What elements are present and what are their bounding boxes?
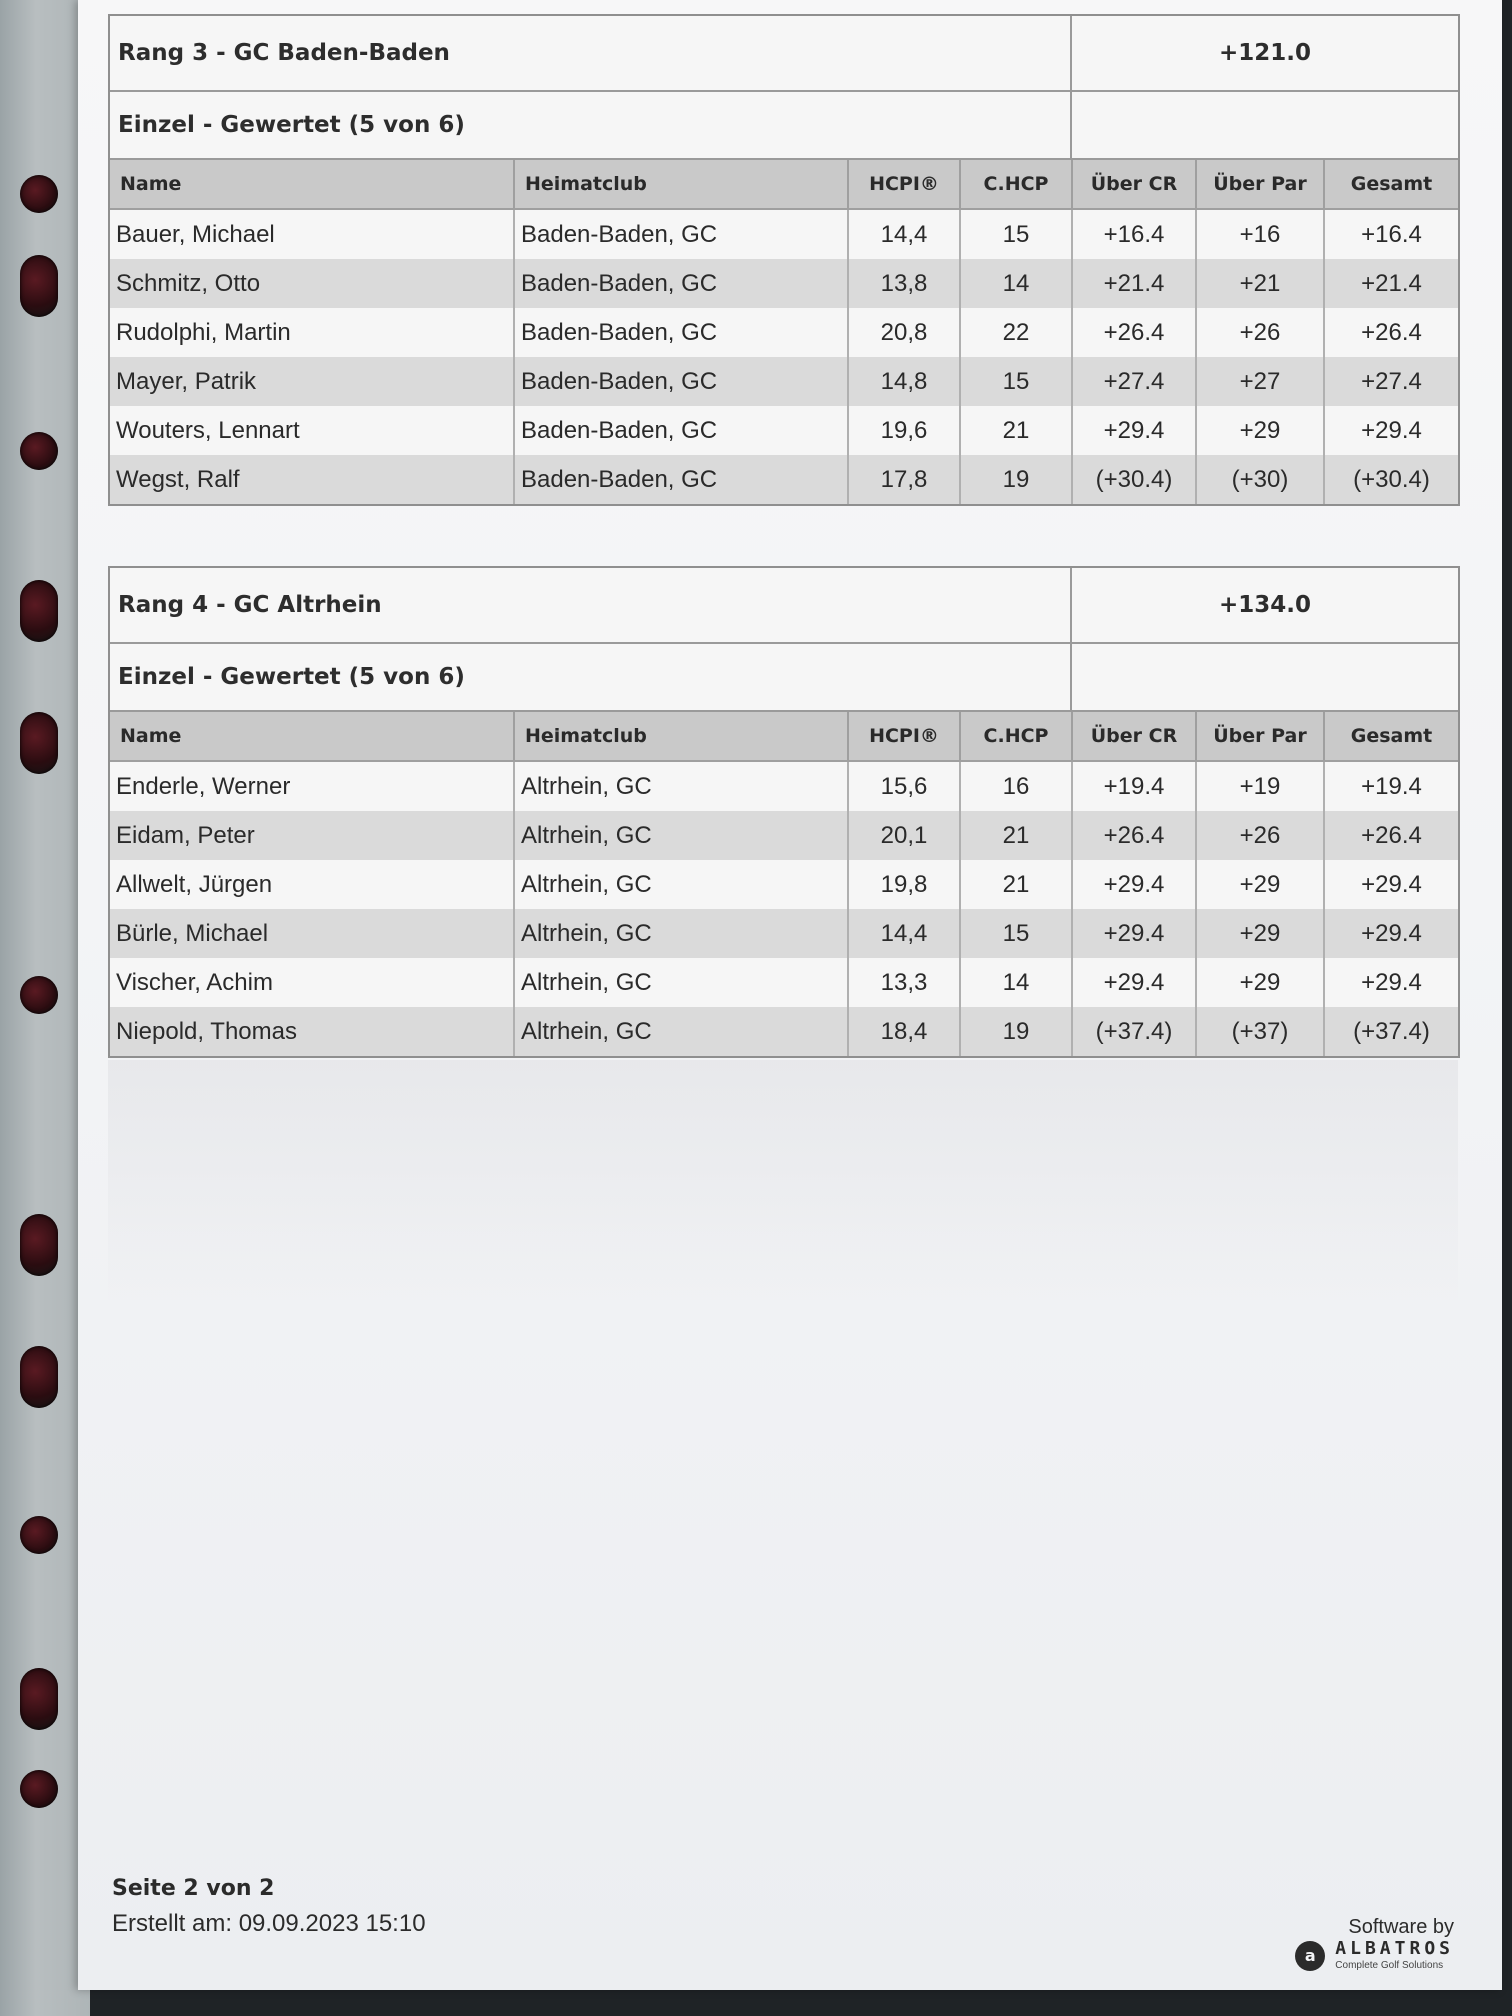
col-header-chcp: C.HCP	[960, 712, 1072, 761]
binder-hole	[20, 976, 58, 1014]
player-name: Allwelt, Jürgen	[110, 860, 514, 909]
col-header-ueber-cr: Über CR	[1072, 160, 1196, 209]
logo-wordmark: ALBATROS	[1335, 1938, 1454, 1959]
section-header-row	[110, 644, 1458, 712]
show-through-shadow	[108, 1060, 1458, 1300]
player-name: Vischer, Achim	[110, 958, 514, 1007]
sheet-protector-binder-edge	[0, 0, 90, 2016]
column-header-row	[110, 160, 1458, 209]
col-header-club: Heimatclub	[514, 160, 848, 209]
home-club: Baden-Baden, GC	[514, 406, 848, 455]
home-club: Baden-Baden, GC	[514, 308, 848, 357]
binder-hole	[20, 432, 58, 470]
course-hcp: 15	[960, 209, 1072, 259]
table-row	[110, 357, 1458, 406]
col-header-ueber-cr: Über CR	[1072, 712, 1196, 761]
course-hcp: 19	[960, 1007, 1072, 1056]
home-club: Baden-Baden, GC	[514, 259, 848, 308]
total: +21.4	[1324, 259, 1458, 308]
hcpi: 20,8	[848, 308, 960, 357]
total: +16.4	[1324, 209, 1458, 259]
player-name: Enderle, Werner	[110, 761, 514, 811]
table-row	[110, 860, 1458, 909]
binder-hole	[20, 1516, 58, 1554]
logo-text	[1335, 1940, 1454, 1971]
section-header-row	[110, 92, 1458, 160]
over-par: +27	[1196, 357, 1324, 406]
hcpi: 14,4	[848, 909, 960, 958]
table-row	[110, 811, 1458, 860]
col-header-name: Name	[110, 712, 514, 761]
over-par: +26	[1196, 308, 1324, 357]
over-cr: +29.4	[1072, 909, 1196, 958]
over-par: +26	[1196, 811, 1324, 860]
over-cr: (+37.4)	[1072, 1007, 1196, 1056]
total: +26.4	[1324, 308, 1458, 357]
home-club: Baden-Baden, GC	[514, 455, 848, 504]
course-hcp: 16	[960, 761, 1072, 811]
table-row	[110, 958, 1458, 1007]
over-par: +21	[1196, 259, 1324, 308]
table-row	[110, 406, 1458, 455]
hcpi: 19,6	[848, 406, 960, 455]
col-header-ueber-par: Über Par	[1196, 712, 1324, 761]
course-hcp: 21	[960, 406, 1072, 455]
total: (+30.4)	[1324, 455, 1458, 504]
hcpi: 18,4	[848, 1007, 960, 1056]
over-cr: +29.4	[1072, 406, 1196, 455]
player-name: Eidam, Peter	[110, 811, 514, 860]
empty-cell	[1072, 644, 1458, 710]
course-hcp: 22	[960, 308, 1072, 357]
player-name: Wegst, Ralf	[110, 455, 514, 504]
course-hcp: 21	[960, 860, 1072, 909]
col-header-hcpi: HCPI®	[848, 712, 960, 761]
over-par: +16	[1196, 209, 1324, 259]
col-header-name: Name	[110, 160, 514, 209]
course-hcp: 21	[960, 811, 1072, 860]
total: +27.4	[1324, 357, 1458, 406]
column-header-row	[110, 712, 1458, 761]
hcpi: 15,6	[848, 761, 960, 811]
col-header-club: Heimatclub	[514, 712, 848, 761]
table-row	[110, 909, 1458, 958]
player-name: Mayer, Patrik	[110, 357, 514, 406]
over-cr: +21.4	[1072, 259, 1196, 308]
player-name: Bauer, Michael	[110, 209, 514, 259]
binder-hole	[20, 1668, 58, 1730]
home-club: Altrhein, GC	[514, 761, 848, 811]
binder-hole	[20, 712, 58, 774]
col-header-gesamt: Gesamt	[1324, 160, 1458, 209]
total: +26.4	[1324, 811, 1458, 860]
player-name: Rudolphi, Martin	[110, 308, 514, 357]
table-row	[110, 1007, 1458, 1056]
player-table	[110, 712, 1458, 1056]
logo-tagline: Complete Golf Solutions	[1335, 1960, 1444, 1971]
home-club: Baden-Baden, GC	[514, 209, 848, 259]
course-hcp: 15	[960, 357, 1072, 406]
ranking-table-rang-4	[108, 566, 1460, 1058]
over-par: (+37)	[1196, 1007, 1324, 1056]
home-club: Altrhein, GC	[514, 811, 848, 860]
over-cr: +29.4	[1072, 958, 1196, 1007]
over-cr: +26.4	[1072, 308, 1196, 357]
over-cr: +16.4	[1072, 209, 1196, 259]
table-row	[110, 209, 1458, 259]
over-cr: (+30.4)	[1072, 455, 1196, 504]
table-row	[110, 455, 1458, 504]
col-header-chcp: C.HCP	[960, 160, 1072, 209]
table-row	[110, 259, 1458, 308]
over-cr: +29.4	[1072, 860, 1196, 909]
over-par: +19	[1196, 761, 1324, 811]
binder-hole	[20, 580, 58, 642]
binder-hole	[20, 175, 58, 213]
player-table	[110, 160, 1458, 504]
player-name: Niepold, Thomas	[110, 1007, 514, 1056]
total: +29.4	[1324, 860, 1458, 909]
software-by-label: Software by	[1348, 1916, 1454, 1938]
section-subtitle: Einzel - Gewertet (5 von 6)	[110, 92, 1072, 158]
over-par: +29	[1196, 909, 1324, 958]
course-hcp: 14	[960, 259, 1072, 308]
binder-hole	[20, 1214, 58, 1276]
section-subtitle: Einzel - Gewertet (5 von 6)	[110, 644, 1072, 710]
team-title: Rang 3 - GC Baden-Baden	[110, 16, 1072, 90]
total: +29.4	[1324, 958, 1458, 1007]
hcpi: 13,3	[848, 958, 960, 1007]
ranking-table-rang-3	[108, 14, 1460, 506]
col-header-hcpi: HCPI®	[848, 160, 960, 209]
course-hcp: 14	[960, 958, 1072, 1007]
table-row	[110, 761, 1458, 811]
course-hcp: 15	[960, 909, 1072, 958]
col-header-ueber-par: Über Par	[1196, 160, 1324, 209]
table-row	[110, 308, 1458, 357]
total: (+37.4)	[1324, 1007, 1458, 1056]
hcpi: 20,1	[848, 811, 960, 860]
team-total-score: +134.0	[1218, 592, 1312, 618]
albatros-logo-icon: a	[1295, 1941, 1325, 1971]
page-number: Seite 2 von 2	[112, 1876, 275, 1901]
home-club: Altrhein, GC	[514, 1007, 848, 1056]
hcpi: 13,8	[848, 259, 960, 308]
team-total-score: +121.0	[1218, 40, 1312, 66]
total: +19.4	[1324, 761, 1458, 811]
binder-hole	[20, 1770, 58, 1808]
hcpi: 14,4	[848, 209, 960, 259]
home-club: Baden-Baden, GC	[514, 357, 848, 406]
total: +29.4	[1324, 909, 1458, 958]
created-timestamp: Erstellt am: 09.09.2023 15:10	[112, 1910, 426, 1937]
binder-hole	[20, 1346, 58, 1408]
hcpi: 14,8	[848, 357, 960, 406]
home-club: Altrhein, GC	[514, 958, 848, 1007]
over-par: +29	[1196, 860, 1324, 909]
over-par: +29	[1196, 406, 1324, 455]
team-header-row	[110, 16, 1458, 92]
col-header-gesamt: Gesamt	[1324, 712, 1458, 761]
player-name: Schmitz, Otto	[110, 259, 514, 308]
over-cr: +26.4	[1072, 811, 1196, 860]
player-name: Bürle, Michael	[110, 909, 514, 958]
home-club: Altrhein, GC	[514, 860, 848, 909]
over-cr: +19.4	[1072, 761, 1196, 811]
empty-cell	[1072, 92, 1458, 158]
albatros-logo	[1295, 1940, 1454, 1971]
total: +29.4	[1324, 406, 1458, 455]
over-par: (+30)	[1196, 455, 1324, 504]
over-par: +29	[1196, 958, 1324, 1007]
team-title: Rang 4 - GC Altrhein	[110, 568, 1072, 642]
home-club: Altrhein, GC	[514, 909, 848, 958]
document-page	[78, 0, 1502, 1990]
player-name: Wouters, Lennart	[110, 406, 514, 455]
hcpi: 19,8	[848, 860, 960, 909]
over-cr: +27.4	[1072, 357, 1196, 406]
binder-hole	[20, 255, 58, 317]
course-hcp: 19	[960, 455, 1072, 504]
hcpi: 17,8	[848, 455, 960, 504]
team-header-row	[110, 568, 1458, 644]
